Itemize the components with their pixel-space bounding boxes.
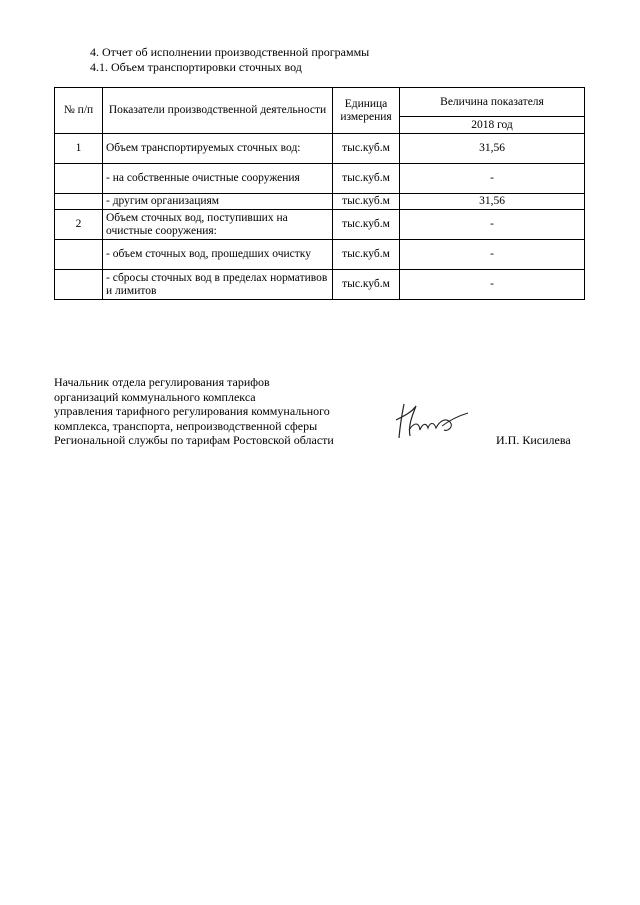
cell-indicator: - на собственные очистные сооружения (103, 164, 333, 194)
table-header-row (55, 88, 585, 117)
signer-position-line: Начальник отдела регулирования тарифов (54, 375, 270, 389)
handwritten-signature (392, 400, 472, 442)
cell-unit: тыс.куб.м (333, 194, 400, 210)
cell-number: 2 (55, 210, 103, 240)
header-year: 2018 год (400, 117, 585, 134)
header-unit: Единица измерения (333, 88, 400, 134)
table-row (55, 164, 585, 194)
table-row (55, 210, 585, 240)
cell-indicator: - другим организациям (103, 194, 333, 210)
table-row (55, 134, 585, 164)
signer-position-line: организаций коммунального комплекса (54, 389, 256, 404)
section-heading: 4. Отчет об исполнении производственной программы (90, 45, 370, 59)
cell-indicator: Объем сточных вод, поступивших на очистные сооружения: (103, 210, 333, 240)
cell-indicator: - сбросы сточных вод в пределах нормативов и лимитов (103, 270, 333, 300)
cell-indicator: Объем транспортируемых сточных вод: (103, 134, 333, 164)
table-row (55, 240, 585, 270)
cell-number (55, 240, 103, 270)
cell-value: 31,56 (400, 134, 585, 164)
cell-unit: тыс.куб.м (333, 240, 400, 270)
table-body (55, 134, 585, 300)
subsection-heading: 4.1. Объем транспортировки сточных вод (90, 60, 302, 74)
table-row (55, 194, 585, 210)
cell-unit: тыс.куб.м (333, 270, 400, 300)
cell-value: - (400, 164, 585, 194)
cell-value: 31,56 (400, 194, 585, 210)
cell-number (55, 164, 103, 194)
cell-value: - (400, 210, 585, 240)
cell-indicator: - объем сточных вод, прошедших очистку (103, 240, 333, 270)
signer-position (54, 375, 334, 448)
header-indicator: Показатели производственной деятельности (103, 88, 333, 134)
cell-unit: тыс.куб.м (333, 164, 400, 194)
header-number: № п/п (55, 88, 103, 134)
cell-value: - (400, 240, 585, 270)
cell-value: - (400, 270, 585, 300)
signer-name: И.П. Кисилева (496, 433, 571, 447)
cell-unit: тыс.куб.м (333, 134, 400, 164)
signer-position-line: Региональной службы по тарифам Ростовской области (54, 433, 334, 447)
signer-position-line: комплекса, транспорта, непроизводственной сферы (54, 418, 318, 433)
signer-position-line: управления тарифного регулирования коммунального (54, 404, 330, 418)
table-row (55, 270, 585, 300)
cell-number: 1 (55, 134, 103, 164)
cell-number (55, 270, 103, 300)
header-value-group: Величина показателя (400, 88, 585, 117)
cell-number (55, 194, 103, 210)
transport-volume-table (54, 87, 585, 300)
cell-unit: тыс.куб.м (333, 210, 400, 240)
